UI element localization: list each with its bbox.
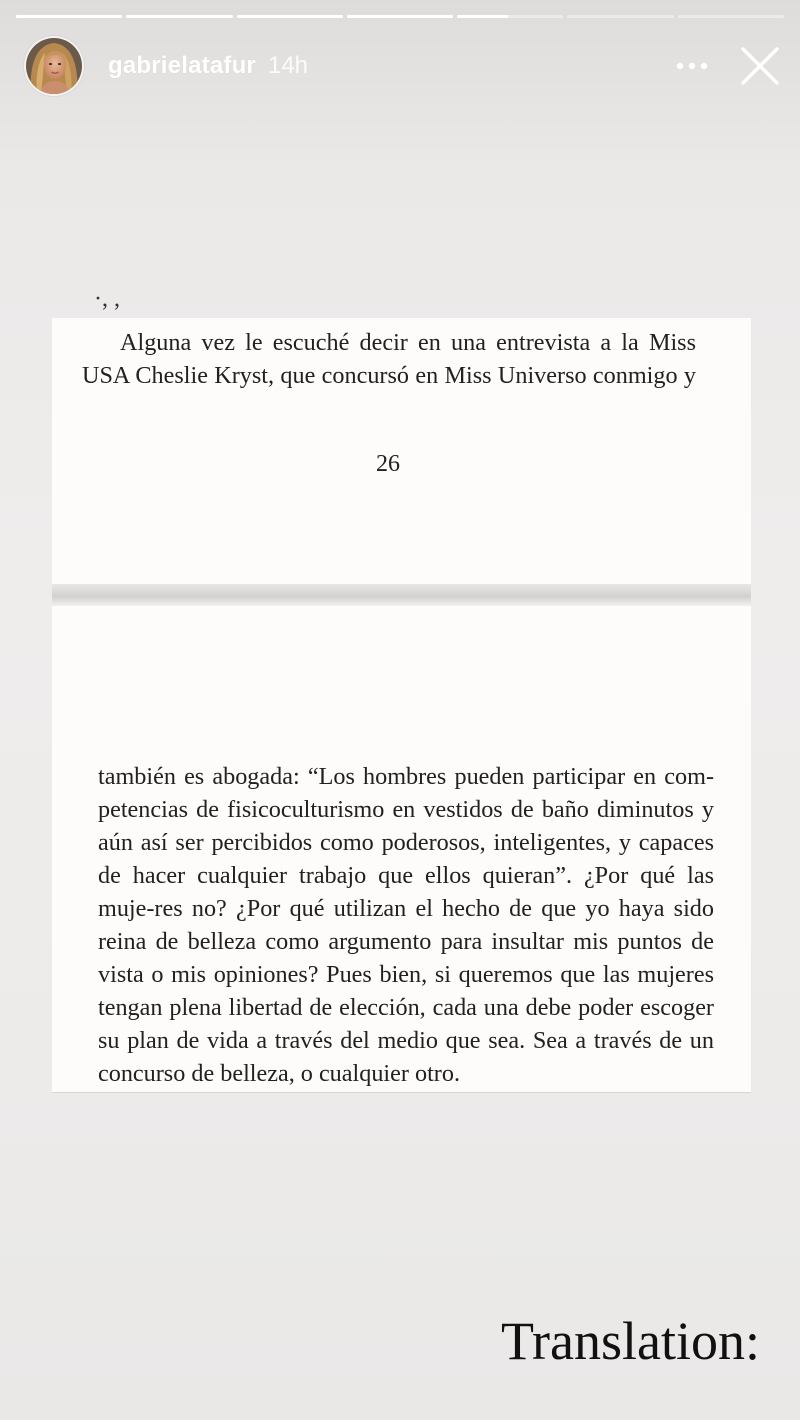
cut-text-fragment-text: ·, ,: [94, 286, 120, 312]
story-header: [24, 35, 782, 97]
avatar-photo-icon: [25, 37, 83, 95]
story-progress-fill: [126, 15, 232, 18]
page-gutter: [52, 584, 751, 606]
story-progress-fill: [16, 15, 122, 18]
book-page-top: [52, 318, 751, 584]
story-progress-segment: [567, 15, 673, 18]
top-page-line: Alguna vez le escuché decir en una entrevista a la Miss: [120, 329, 696, 356]
bottom-page-paragraph: también es abogada: “Los hombres pueden participar en com-petencias de fisicoculturismo en vestidos de baño diminutos y aún así ser percibidos como poderosos, inteligentes, y capaces de hacer cualquier trabajo que ellos quieran”. ¿Por qué las muje-res no? ¿Por qué utilizan el hecho de que yo haya sido reina de belleza como argumento para insultar mis puntos de vista o mis opiniones? Pues bien, si queremos que las mujeres tengan plena libertad de elección, cada una debe poder escoger su plan de vida a través del medio que sea. Sea a través de un concurso de belleza, o cualquier otro.: [98, 763, 714, 1087]
story-progress-segment: [16, 15, 122, 18]
post-timestamp: 14h: [267, 52, 309, 79]
story-progress-fill: [347, 15, 453, 18]
avatar[interactable]: [24, 36, 84, 96]
story-progress-segment: [237, 15, 343, 18]
book-page-bottom: [52, 606, 751, 1093]
story-progress-fill: [457, 15, 508, 18]
story-progress-fill: [237, 15, 343, 18]
top-page-text: [82, 326, 696, 392]
page-number: 26: [376, 451, 400, 477]
story-progress-segment: [678, 15, 784, 18]
story-progress-segment: [347, 15, 453, 18]
translation-caption: Translation:: [500, 1311, 760, 1371]
cut-text-fragment: [94, 286, 164, 318]
story-progress-segment: [126, 15, 232, 18]
close-icon[interactable]: [738, 44, 782, 88]
story-progress-segment: [457, 15, 563, 18]
more-horizontal-icon[interactable]: [672, 46, 712, 86]
username[interactable]: gabrielatafur: [108, 52, 256, 79]
story-progress-bar: [16, 15, 784, 19]
top-page-line: USA Cheslie Kryst, que concursó en Miss Universo conmigo y: [82, 362, 696, 389]
